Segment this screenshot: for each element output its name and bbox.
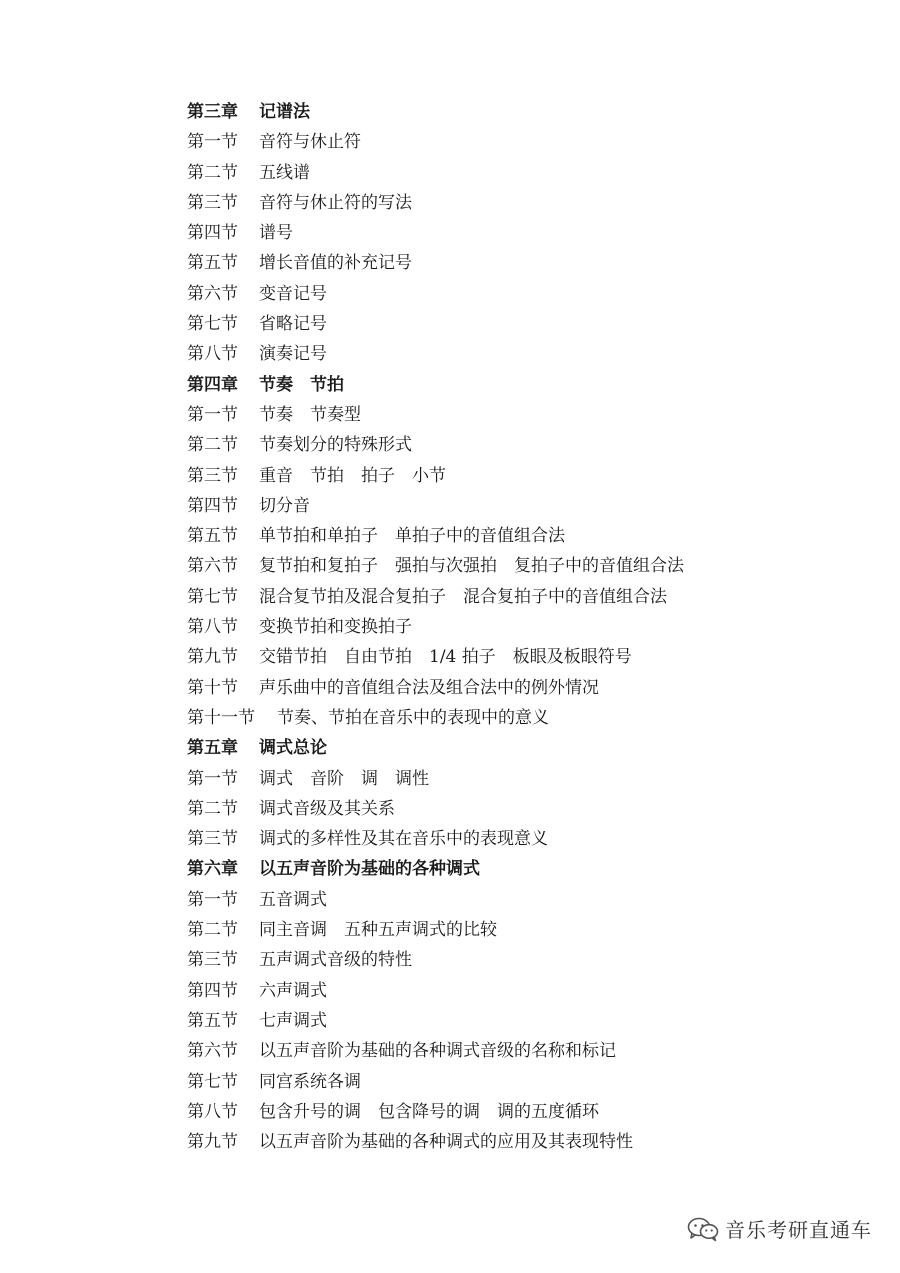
toc-chapter-line xyxy=(187,97,867,127)
section-number: 第三节 xyxy=(187,829,238,850)
section-title: 复节拍和复拍子 强拍与次强拍 复拍子中的音值组合法 xyxy=(259,556,684,577)
toc-section-line xyxy=(187,794,867,824)
toc-chapter-line xyxy=(187,370,867,400)
toc-section-line xyxy=(187,188,867,218)
section-number: 第一节 xyxy=(187,132,238,153)
toc-section-line xyxy=(187,764,867,794)
section-number: 第二节 xyxy=(187,435,238,456)
section-title: 同主音调 五种五声调式的比较 xyxy=(259,920,497,941)
chapter-number: 第三章 xyxy=(187,102,238,122)
toc-section-line xyxy=(187,1006,867,1036)
toc-section-line xyxy=(187,824,867,854)
section-title: 五线谱 xyxy=(259,162,310,183)
section-title: 变换节拍和变换拍子 xyxy=(259,617,412,638)
toc-section-line xyxy=(187,885,867,915)
section-title: 增长音值的补充记号 xyxy=(259,253,412,274)
section-number: 第五节 xyxy=(187,526,238,547)
toc-section-line xyxy=(187,248,867,278)
section-title: 混合复节拍及混合复拍子 混合复拍子中的音值组合法 xyxy=(259,586,667,607)
section-number: 第十节 xyxy=(187,677,238,698)
toc-section-line xyxy=(187,945,867,975)
toc-section-line xyxy=(187,127,867,157)
section-title: 调式的多样性及其在音乐中的表现意义 xyxy=(259,829,548,850)
toc-section-line xyxy=(187,279,867,309)
section-number: 第七节 xyxy=(187,1071,238,1092)
section-number: 第四节 xyxy=(187,223,238,244)
watermark xyxy=(687,1214,872,1243)
toc-section-line xyxy=(187,551,867,581)
section-number: 第三节 xyxy=(187,950,238,971)
chapter-title: 记谱法 xyxy=(259,102,310,122)
chapter-title: 节奏 节拍 xyxy=(259,374,344,395)
section-number: 第五节 xyxy=(187,1010,238,1031)
section-title: 变音记号 xyxy=(259,283,327,304)
section-number: 第三节 xyxy=(187,465,238,486)
chapter-title: 调式总论 xyxy=(259,738,327,759)
toc-section-line xyxy=(187,309,867,339)
toc-section-line xyxy=(187,218,867,248)
toc-section-line xyxy=(187,1036,867,1066)
toc-section-line xyxy=(187,491,867,521)
section-title: 谱号 xyxy=(259,223,293,244)
section-title: 节奏划分的特殊形式 xyxy=(259,435,412,456)
toc-chapter-line xyxy=(187,733,867,763)
section-title: 六声调式 xyxy=(259,980,327,1001)
section-number: 第三节 xyxy=(187,192,238,213)
section-title: 演奏记号 xyxy=(259,344,327,365)
section-number: 第一节 xyxy=(187,404,238,425)
section-number: 第四节 xyxy=(187,980,238,1001)
toc-section-line xyxy=(187,430,867,460)
section-number: 第二节 xyxy=(187,162,238,183)
section-number: 第二节 xyxy=(187,920,238,941)
section-number: 第一节 xyxy=(187,889,238,910)
section-number: 第二节 xyxy=(187,798,238,819)
section-title: 以五声音阶为基础的各种调式音级的名称和标记 xyxy=(259,1041,616,1062)
toc-section-line xyxy=(187,158,867,188)
toc-section-line xyxy=(187,642,867,672)
toc-section-line xyxy=(187,582,867,612)
table-of-contents xyxy=(187,97,867,1157)
section-title: 同宫系统各调 xyxy=(259,1071,361,1092)
section-title: 交错节拍 自由节拍 1/4 拍子 板眼及板眼符号 xyxy=(259,647,632,668)
section-number: 第八节 xyxy=(187,1101,238,1122)
section-number: 第七节 xyxy=(187,586,238,607)
section-title: 五声调式音级的特性 xyxy=(259,950,412,971)
section-title: 重音 节拍 拍子 小节 xyxy=(259,465,446,486)
section-number: 第七节 xyxy=(187,314,238,335)
section-number: 第一节 xyxy=(187,768,238,789)
toc-section-line xyxy=(187,1067,867,1097)
section-number: 第六节 xyxy=(187,556,238,577)
section-number: 第六节 xyxy=(187,283,238,304)
section-number: 第八节 xyxy=(187,344,238,365)
toc-section-line xyxy=(187,915,867,945)
chapter-number: 第六章 xyxy=(187,859,238,880)
section-title: 音符与休止符 xyxy=(259,132,361,153)
chapter-number: 第四章 xyxy=(187,374,238,395)
section-title: 省略记号 xyxy=(259,314,327,335)
toc-chapter-line xyxy=(187,854,867,884)
section-number: 第九节 xyxy=(187,1132,238,1153)
section-number: 第九节 xyxy=(187,647,238,668)
section-title: 声乐曲中的音值组合法及组合法中的例外情况 xyxy=(259,677,599,698)
section-number: 第八节 xyxy=(187,617,238,638)
toc-section-line xyxy=(187,461,867,491)
watermark-text: 音乐考研直通车 xyxy=(725,1218,872,1242)
section-title: 调式 音阶 调 调性 xyxy=(259,768,429,789)
toc-section-line xyxy=(187,703,867,733)
section-title: 七声调式 xyxy=(259,1010,327,1031)
toc-section-line xyxy=(187,1127,867,1157)
toc-section-line xyxy=(187,339,867,369)
toc-section-line xyxy=(187,673,867,703)
toc-section-line xyxy=(187,521,867,551)
chapter-number: 第五章 xyxy=(187,738,238,759)
toc-section-line xyxy=(187,400,867,430)
wechat-icon xyxy=(687,1216,719,1242)
section-title: 节奏、节拍在音乐中的表现中的意义 xyxy=(277,707,549,728)
toc-section-line xyxy=(187,1097,867,1127)
section-number: 第四节 xyxy=(187,495,238,516)
section-title: 音符与休止符的写法 xyxy=(259,192,412,213)
section-title: 切分音 xyxy=(259,495,310,516)
section-title: 包含升号的调 包含降号的调 调的五度循环 xyxy=(259,1101,599,1122)
chapter-title: 以五声音阶为基础的各种调式 xyxy=(259,859,480,880)
section-number: 第十一节 xyxy=(187,707,255,728)
section-title: 单节拍和单拍子 单拍子中的音值组合法 xyxy=(259,526,565,547)
section-title: 五音调式 xyxy=(259,889,327,910)
section-number: 第六节 xyxy=(187,1041,238,1062)
toc-section-line xyxy=(187,976,867,1006)
section-title: 调式音级及其关系 xyxy=(259,798,395,819)
section-number: 第五节 xyxy=(187,253,238,274)
section-title: 以五声音阶为基础的各种调式的应用及其表现特性 xyxy=(259,1132,633,1153)
toc-section-line xyxy=(187,612,867,642)
section-title: 节奏 节奏型 xyxy=(259,404,361,425)
